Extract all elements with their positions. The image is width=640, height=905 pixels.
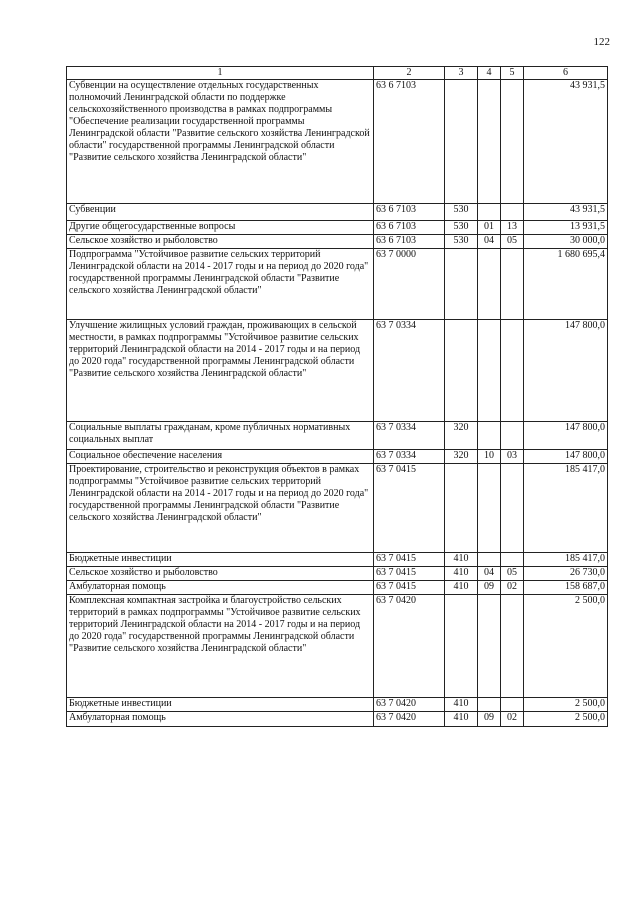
row-rz (478, 204, 501, 221)
row-name: Сельское хозяйство и рыболовство (67, 235, 374, 249)
row-name: Комплексная компактная застройка и благоустройство сельских территорий в рамках подпрограммы "Устойчивое развитие сельских территорий Ленинградской области на 2014 - 2017 годы и на период до 2020 года" государственной программы Ленинградской области "Развитие сельского хозяйства Ленинградской области" (67, 595, 374, 698)
table-row (67, 221, 608, 235)
row-rz (478, 553, 501, 567)
row-vr: 320 (445, 422, 478, 450)
row-pr: 02 (501, 581, 524, 595)
row-code: 63 6 7103 (374, 80, 445, 204)
row-code: 63 7 0334 (374, 320, 445, 422)
row-sum: 26 730,0 (524, 567, 608, 581)
row-name: Субвенции (67, 204, 374, 221)
row-sum: 2 500,0 (524, 595, 608, 698)
row-vr: 530 (445, 235, 478, 249)
row-sum: 2 500,0 (524, 698, 608, 712)
row-sum: 147 800,0 (524, 320, 608, 422)
row-code: 63 7 0420 (374, 712, 445, 727)
row-pr (501, 204, 524, 221)
table-row (67, 80, 608, 204)
row-vr: 410 (445, 712, 478, 727)
budget-table (66, 66, 608, 727)
row-pr (501, 422, 524, 450)
row-name: Улучшение жилищных условий граждан, проживающих в сельской местности, в рамках подпрограммы "Устойчивое развитие сельских территорий Ленинградской области на 2014 - 2017 годы и на период до 2020 года" государственной программы Ленинградской области "Развитие сельского хозяйства Ленинградской области" (67, 320, 374, 422)
table-row (67, 204, 608, 221)
row-vr: 410 (445, 581, 478, 595)
row-sum: 185 417,0 (524, 553, 608, 567)
row-sum: 43 931,5 (524, 204, 608, 221)
table-row (67, 235, 608, 249)
table-row (67, 450, 608, 464)
row-rz (478, 595, 501, 698)
row-sum: 30 000,0 (524, 235, 608, 249)
row-vr (445, 320, 478, 422)
row-rz: 04 (478, 567, 501, 581)
row-name: Субвенции на осуществление отдельных государственных полномочий Ленинградской области по поддержке сельскохозяйственного производства в рамках подпрограммы "Обеспечение реализации государственной программы Ленинградской области "Развитие сельского хозяйства Ленинградской области" государственной программы Ленинградской области "Развитие сельского хозяйства Ленинградской области" (67, 80, 374, 204)
row-rz: 01 (478, 221, 501, 235)
table-row (67, 581, 608, 595)
column-header: 2 (374, 67, 445, 80)
row-code: 63 7 0334 (374, 422, 445, 450)
row-rz: 04 (478, 235, 501, 249)
row-name: Сельское хозяйство и рыболовство (67, 567, 374, 581)
column-header: 5 (501, 67, 524, 80)
row-pr: 05 (501, 567, 524, 581)
row-vr: 410 (445, 553, 478, 567)
row-pr (501, 464, 524, 553)
row-pr: 03 (501, 450, 524, 464)
row-rz (478, 698, 501, 712)
row-rz (478, 320, 501, 422)
row-sum: 147 800,0 (524, 450, 608, 464)
table-row (67, 567, 608, 581)
row-pr (501, 553, 524, 567)
page-number: 122 (593, 36, 610, 48)
row-rz (478, 422, 501, 450)
row-rz: 10 (478, 450, 501, 464)
row-code: 63 6 7103 (374, 235, 445, 249)
row-pr (501, 249, 524, 320)
row-vr (445, 80, 478, 204)
row-vr: 410 (445, 567, 478, 581)
row-name: Другие общегосударственные вопросы (67, 221, 374, 235)
row-code: 63 7 0334 (374, 450, 445, 464)
row-pr: 02 (501, 712, 524, 727)
row-rz (478, 80, 501, 204)
column-header: 6 (524, 67, 608, 80)
row-pr (501, 595, 524, 698)
row-rz (478, 464, 501, 553)
row-pr (501, 80, 524, 204)
row-sum: 2 500,0 (524, 712, 608, 727)
row-name: Бюджетные инвестиции (67, 553, 374, 567)
row-pr (501, 698, 524, 712)
row-name: Социальные выплаты гражданам, кроме публичных нормативных социальных выплат (67, 422, 374, 450)
row-vr (445, 249, 478, 320)
row-name: Подпрограмма "Устойчивое развитие сельских территорий Ленинградской области на 2014 - 2017 годы и на период до 2020 года" государственной программы Ленинградской области "Развитие сельского хозяйства Ленинградской области" (67, 249, 374, 320)
table-row (67, 698, 608, 712)
row-vr: 410 (445, 698, 478, 712)
column-header: 3 (445, 67, 478, 80)
row-vr: 320 (445, 450, 478, 464)
row-code: 63 7 0415 (374, 581, 445, 595)
table-row (67, 320, 608, 422)
row-name: Бюджетные инвестиции (67, 698, 374, 712)
row-code: 63 7 0420 (374, 698, 445, 712)
row-rz (478, 249, 501, 320)
row-vr: 530 (445, 204, 478, 221)
table-row (67, 712, 608, 727)
column-header: 1 (67, 67, 374, 80)
row-code: 63 7 0000 (374, 249, 445, 320)
row-name: Проектирование, строительство и реконструкция объектов в рамках подпрограммы "Устойчивое развитие сельских территорий Ленинградской области на 2014 - 2017 годы и на период до 2020 года" государственной программы Ленинградской области "Развитие сельского хозяйства Ленинградской области" (67, 464, 374, 553)
row-sum: 43 931,5 (524, 80, 608, 204)
row-sum: 1 680 695,4 (524, 249, 608, 320)
row-sum: 147 800,0 (524, 422, 608, 450)
row-pr: 13 (501, 221, 524, 235)
row-name: Амбулаторная помощь (67, 712, 374, 727)
row-code: 63 6 7103 (374, 204, 445, 221)
table-row (67, 422, 608, 450)
row-vr (445, 595, 478, 698)
row-pr: 05 (501, 235, 524, 249)
row-code: 63 7 0415 (374, 553, 445, 567)
table-row (67, 595, 608, 698)
row-vr: 530 (445, 221, 478, 235)
row-name: Амбулаторная помощь (67, 581, 374, 595)
row-code: 63 7 0415 (374, 567, 445, 581)
table-row (67, 249, 608, 320)
row-name: Социальное обеспечение населения (67, 450, 374, 464)
row-rz: 09 (478, 712, 501, 727)
column-header: 4 (478, 67, 501, 80)
row-sum: 158 687,0 (524, 581, 608, 595)
row-code: 63 6 7103 (374, 221, 445, 235)
row-code: 63 7 0415 (374, 464, 445, 553)
row-vr (445, 464, 478, 553)
table-row (67, 464, 608, 553)
row-code: 63 7 0420 (374, 595, 445, 698)
table-row (67, 553, 608, 567)
row-sum: 13 931,5 (524, 221, 608, 235)
table-header-row (67, 67, 608, 80)
row-rz: 09 (478, 581, 501, 595)
row-pr (501, 320, 524, 422)
row-sum: 185 417,0 (524, 464, 608, 553)
